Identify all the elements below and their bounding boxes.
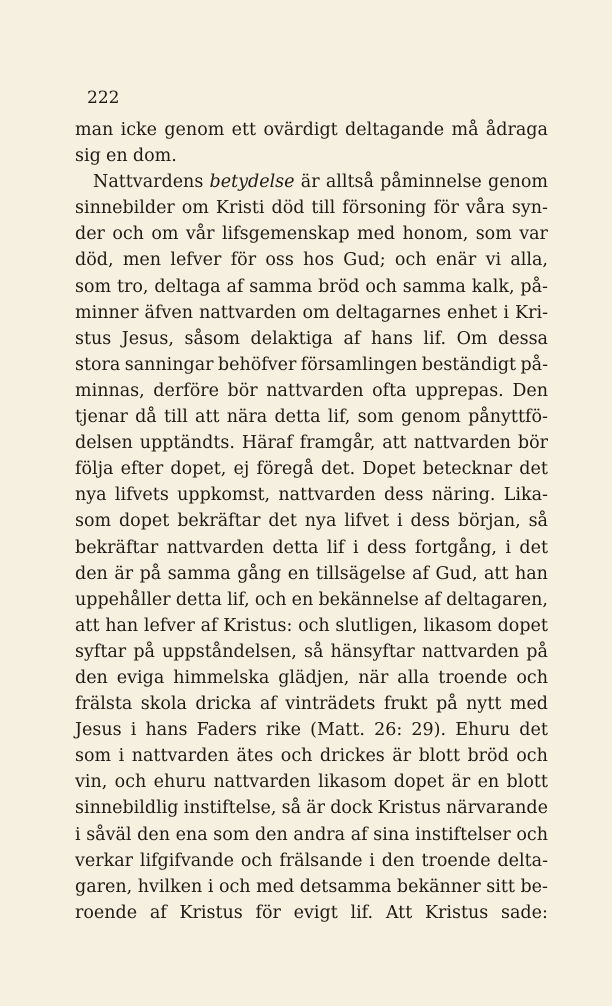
word: med xyxy=(509,694,548,715)
text-line xyxy=(75,456,548,482)
word: enhet xyxy=(446,302,498,323)
word: behöfver xyxy=(217,354,297,375)
word: det xyxy=(519,537,548,558)
word: lif, xyxy=(327,407,351,428)
word: näring. xyxy=(431,485,496,506)
word: af xyxy=(200,615,218,636)
word: verkar xyxy=(75,850,134,871)
word: syn- xyxy=(511,198,548,219)
word: 26: xyxy=(374,720,403,741)
word: den xyxy=(381,850,415,871)
word: Jesus, xyxy=(121,328,174,349)
text-line xyxy=(75,665,548,691)
word: om xyxy=(302,302,330,323)
word: må xyxy=(451,120,479,140)
text-line xyxy=(75,717,548,743)
word: dopet xyxy=(393,772,445,793)
word: af xyxy=(149,902,167,923)
word: som xyxy=(357,407,394,428)
text-line xyxy=(75,900,548,926)
word: sig xyxy=(75,146,101,167)
word: nära xyxy=(226,407,268,428)
word: frälsta xyxy=(75,694,133,715)
word: var xyxy=(519,224,548,245)
word: genom xyxy=(164,120,225,140)
word: sinnebildlig xyxy=(75,798,179,819)
word: dessa xyxy=(498,328,548,349)
word: lefver xyxy=(143,615,195,636)
word: alla xyxy=(397,667,430,688)
text-line xyxy=(75,143,548,169)
word: samma xyxy=(167,563,231,584)
word: nattvarden xyxy=(413,433,511,454)
word: Kristus: xyxy=(223,615,293,636)
text-line xyxy=(75,117,548,143)
text-line xyxy=(75,535,548,561)
word: i xyxy=(130,720,137,741)
word: Den xyxy=(512,380,548,401)
word: uppståndelsen, xyxy=(162,641,297,662)
word: och xyxy=(516,824,548,845)
word: delta- xyxy=(497,850,548,871)
word: på xyxy=(139,563,162,584)
word: ovärdigt xyxy=(263,120,338,140)
word: deltaga xyxy=(154,276,221,297)
text-line xyxy=(75,378,548,404)
word: bekräftar xyxy=(75,537,159,558)
word: då xyxy=(135,407,157,428)
word: samma xyxy=(402,276,466,297)
text-line xyxy=(75,613,548,639)
word: Kristi xyxy=(215,198,265,219)
text-line xyxy=(75,195,548,221)
word: ena xyxy=(175,824,208,845)
word: likasom xyxy=(318,772,387,793)
word: upptändts. xyxy=(139,433,235,454)
text-line xyxy=(75,326,548,352)
word: Kri- xyxy=(515,302,548,323)
word: syftar xyxy=(75,641,127,662)
word: och xyxy=(394,250,427,271)
word: vi xyxy=(485,250,502,271)
word: som xyxy=(75,746,112,767)
text-line xyxy=(75,300,548,326)
word: lif, xyxy=(227,589,250,610)
word: ehuru xyxy=(153,772,207,793)
word: dom. xyxy=(132,146,177,167)
word: att xyxy=(195,407,220,428)
word: 29). xyxy=(411,720,447,741)
word: stora xyxy=(75,354,121,375)
word: Kristus xyxy=(377,798,441,819)
text-line xyxy=(75,874,548,900)
word: dess xyxy=(410,511,451,532)
text-line xyxy=(75,508,548,534)
word: nya xyxy=(75,485,107,506)
word: nattvarden xyxy=(421,641,520,662)
word: i xyxy=(503,302,509,323)
word: lif. xyxy=(350,902,374,923)
word: delaktiga xyxy=(250,328,333,349)
word: frukt xyxy=(383,694,428,715)
word: bör xyxy=(517,433,548,454)
word: med xyxy=(356,224,396,245)
word: troende xyxy=(438,667,508,688)
text-line xyxy=(75,247,548,273)
word: nattvarden xyxy=(213,772,311,793)
word: eviga xyxy=(116,667,165,688)
word: af xyxy=(226,276,244,297)
word: beständigt xyxy=(421,354,517,375)
word: i xyxy=(505,537,511,558)
word: lefver xyxy=(170,250,222,271)
word: att xyxy=(483,563,509,584)
text-line xyxy=(75,404,548,430)
word: icke xyxy=(120,120,158,140)
word: Kristus xyxy=(179,902,243,923)
word: upprepas. xyxy=(415,380,504,401)
word: och xyxy=(516,746,548,767)
page-number: 222 xyxy=(87,88,120,108)
word: dock xyxy=(330,798,373,819)
word: som xyxy=(75,276,112,297)
word: slutligen, xyxy=(335,615,418,636)
word: och xyxy=(365,276,397,297)
text-line xyxy=(75,822,548,848)
word: skola xyxy=(140,694,187,715)
word: det xyxy=(519,720,548,741)
word: ådraga xyxy=(485,120,548,140)
word: stus xyxy=(75,328,112,349)
word: med xyxy=(256,876,295,897)
word: början, xyxy=(457,511,521,532)
word: som xyxy=(213,824,250,845)
word: gång xyxy=(237,563,282,584)
word: frälsande xyxy=(279,850,363,871)
word: detta xyxy=(175,589,222,610)
word: af xyxy=(412,563,430,584)
word: andra xyxy=(293,824,346,845)
word: deltagaren, xyxy=(446,589,548,610)
word: på- xyxy=(520,276,548,297)
word: lifvets xyxy=(114,485,169,506)
word: och xyxy=(298,615,330,636)
text-line xyxy=(75,352,548,378)
word: kalk, xyxy=(471,276,515,297)
word: så xyxy=(303,641,324,662)
word: dess xyxy=(366,537,407,558)
body-text xyxy=(75,117,548,926)
word: roende xyxy=(75,902,138,923)
word: i xyxy=(352,537,359,558)
word: sitt xyxy=(486,876,515,897)
word: för xyxy=(230,250,257,271)
word: är xyxy=(451,772,471,793)
text-line xyxy=(75,221,548,247)
word: den xyxy=(254,824,288,845)
word: samma xyxy=(249,276,313,297)
word: den xyxy=(75,563,108,584)
text-line xyxy=(75,639,548,665)
word: på xyxy=(526,641,548,662)
word: sade: xyxy=(501,902,548,923)
text-line xyxy=(75,743,548,769)
word: för xyxy=(255,902,281,923)
word: likasom xyxy=(423,615,492,636)
word: en xyxy=(106,146,128,167)
word: det xyxy=(519,459,548,480)
word: en xyxy=(291,589,314,610)
word: ett xyxy=(231,120,257,140)
word: blott xyxy=(418,746,460,767)
word: att xyxy=(75,615,100,636)
word: bekänner xyxy=(396,876,481,897)
word: är xyxy=(114,563,134,584)
word: Gud, xyxy=(435,563,478,584)
word: sinnebilder xyxy=(75,198,175,219)
word: är xyxy=(300,172,320,193)
word: våra xyxy=(465,198,505,219)
word: på xyxy=(133,641,155,662)
word: der xyxy=(75,224,105,245)
word: Lika- xyxy=(503,485,548,506)
word: en xyxy=(287,563,310,584)
word: bekräftar xyxy=(177,511,261,532)
word: för xyxy=(433,198,459,219)
word: fortgång, xyxy=(414,537,497,558)
word: bekännelse xyxy=(318,589,419,610)
word: deltagarnes xyxy=(335,302,441,323)
word: dopet, xyxy=(170,459,227,480)
word: om xyxy=(181,198,209,219)
word: framgår, xyxy=(299,433,376,454)
word: såsom xyxy=(184,328,240,349)
word: glädjen, xyxy=(278,667,350,688)
word: Kristus xyxy=(424,902,489,923)
word: betecknar xyxy=(422,459,513,480)
word: närvarande xyxy=(445,798,548,819)
text-line xyxy=(75,769,548,795)
word: evigt xyxy=(293,902,338,923)
text-line xyxy=(75,430,548,456)
word: Dopet xyxy=(362,459,416,480)
word: tillsägelse xyxy=(315,563,406,584)
word: till xyxy=(311,198,336,219)
word: vin, xyxy=(75,772,108,793)
word: derföre xyxy=(153,380,219,401)
word: detta xyxy=(274,407,321,428)
word: hans xyxy=(370,328,413,349)
word: dopet xyxy=(497,615,548,636)
word: lifgifvande xyxy=(139,850,234,871)
word: hans xyxy=(145,720,188,741)
word: i xyxy=(369,850,375,871)
word: af xyxy=(350,824,368,845)
text-line xyxy=(75,561,548,587)
word: på xyxy=(436,694,458,715)
word: instiftelse, xyxy=(183,798,277,819)
word: den xyxy=(75,667,108,688)
word: det. xyxy=(321,459,356,480)
word: dricka xyxy=(195,694,252,715)
word: den xyxy=(137,824,170,845)
word: är xyxy=(306,798,326,819)
word: död, xyxy=(75,250,114,271)
word: lif. xyxy=(423,328,447,349)
word: af xyxy=(424,589,441,610)
word: det xyxy=(268,511,297,532)
word: som xyxy=(75,511,112,532)
word: bröd xyxy=(318,276,360,297)
word: så xyxy=(528,511,548,532)
word: när xyxy=(358,667,389,688)
word: som xyxy=(475,224,512,245)
word: Att xyxy=(385,902,413,923)
word: hänsyftar xyxy=(330,641,415,662)
word: död xyxy=(271,198,305,219)
word: dess xyxy=(383,485,424,506)
word: och xyxy=(254,589,287,610)
word: såväl xyxy=(86,824,132,845)
word: instiftelser xyxy=(415,824,511,845)
word: pånyttfö- xyxy=(468,407,548,428)
word: ej xyxy=(233,459,250,480)
word: i xyxy=(118,746,125,767)
word: troende xyxy=(421,850,491,871)
text-line xyxy=(75,848,548,874)
word: han xyxy=(105,615,139,636)
word: så xyxy=(281,798,302,819)
word: och xyxy=(516,667,548,688)
word: uppehåller xyxy=(75,589,171,610)
word: genom xyxy=(400,407,461,428)
word: af xyxy=(343,328,361,349)
word: lif xyxy=(326,537,345,558)
word: lifvet xyxy=(344,511,390,532)
word: och xyxy=(240,850,273,871)
word: delsen xyxy=(75,433,133,454)
word: sina xyxy=(373,824,410,845)
word: rike xyxy=(266,720,301,741)
word: Häraf xyxy=(241,433,293,454)
word: alltså xyxy=(325,172,374,193)
word: och xyxy=(218,876,251,897)
word: enär xyxy=(435,250,477,271)
word: ätes xyxy=(236,746,274,767)
word: uppkomst, xyxy=(177,485,271,506)
word: i xyxy=(397,511,403,532)
word: genom xyxy=(488,172,548,193)
word: i xyxy=(75,824,81,845)
word: efter xyxy=(120,459,164,480)
word: nya xyxy=(304,511,337,532)
word: en xyxy=(477,772,500,793)
word: påminnelse xyxy=(380,172,482,193)
word: nattvarden xyxy=(266,380,364,401)
word: drickes xyxy=(319,746,385,767)
word: ofta xyxy=(372,380,407,401)
word: nattvarden xyxy=(199,302,297,323)
word: oss xyxy=(265,250,294,271)
word: äfven xyxy=(144,302,193,323)
word: tro, xyxy=(116,276,149,297)
word: och xyxy=(112,224,144,245)
word: föregå xyxy=(256,459,314,480)
word: nattvarden xyxy=(131,746,229,767)
text-line xyxy=(75,587,548,613)
word: Nattvardens xyxy=(93,172,204,193)
word: till xyxy=(163,407,188,428)
word: deltagande xyxy=(345,120,445,140)
word: församlingen xyxy=(300,354,418,375)
word: lifsgemenskap xyxy=(221,224,350,245)
word: tjenar xyxy=(75,407,128,428)
text-line xyxy=(75,482,548,508)
word: hos xyxy=(303,250,334,271)
word: betydelse xyxy=(209,172,295,193)
word: Ehuru xyxy=(455,720,511,741)
word: garen, xyxy=(75,876,133,897)
word: detta xyxy=(272,537,319,558)
word: sanningar xyxy=(124,354,214,375)
word: Gud; xyxy=(343,250,386,271)
word: Om xyxy=(456,328,488,349)
word: vår xyxy=(185,224,215,245)
word: nattvarden xyxy=(278,485,376,506)
word: om xyxy=(151,224,179,245)
word: bröd xyxy=(467,746,509,767)
word: i xyxy=(207,876,214,897)
word: himmelska xyxy=(173,667,270,688)
word: dopet xyxy=(118,511,170,532)
text-line xyxy=(75,274,548,300)
word: på- xyxy=(520,354,548,375)
word: honom, xyxy=(402,224,469,245)
text-line xyxy=(75,169,548,195)
word: att xyxy=(382,433,407,454)
word: man xyxy=(75,120,114,140)
word: hvilken xyxy=(137,876,203,897)
word: och xyxy=(280,746,313,767)
word: minner xyxy=(75,302,139,323)
word: nytt xyxy=(466,694,502,715)
word: blott xyxy=(506,772,548,793)
word: alla, xyxy=(510,250,548,271)
word: försoning xyxy=(342,198,427,219)
word: nattvarden xyxy=(166,537,264,558)
word: (Matt. xyxy=(310,720,365,741)
word: är xyxy=(392,746,412,767)
word: vinträdets xyxy=(285,694,376,715)
word: Jesus xyxy=(75,720,122,741)
word: af xyxy=(259,694,277,715)
text-line xyxy=(75,691,548,717)
word: minnas, xyxy=(75,380,145,401)
word: be- xyxy=(520,876,548,897)
word: detsamma xyxy=(299,876,392,897)
word: bör xyxy=(227,380,258,401)
word: Faders xyxy=(196,720,257,741)
word: och xyxy=(114,772,147,793)
text-line xyxy=(75,795,548,821)
word: följa xyxy=(75,459,114,480)
word: men xyxy=(122,250,162,271)
word: han xyxy=(514,563,548,584)
